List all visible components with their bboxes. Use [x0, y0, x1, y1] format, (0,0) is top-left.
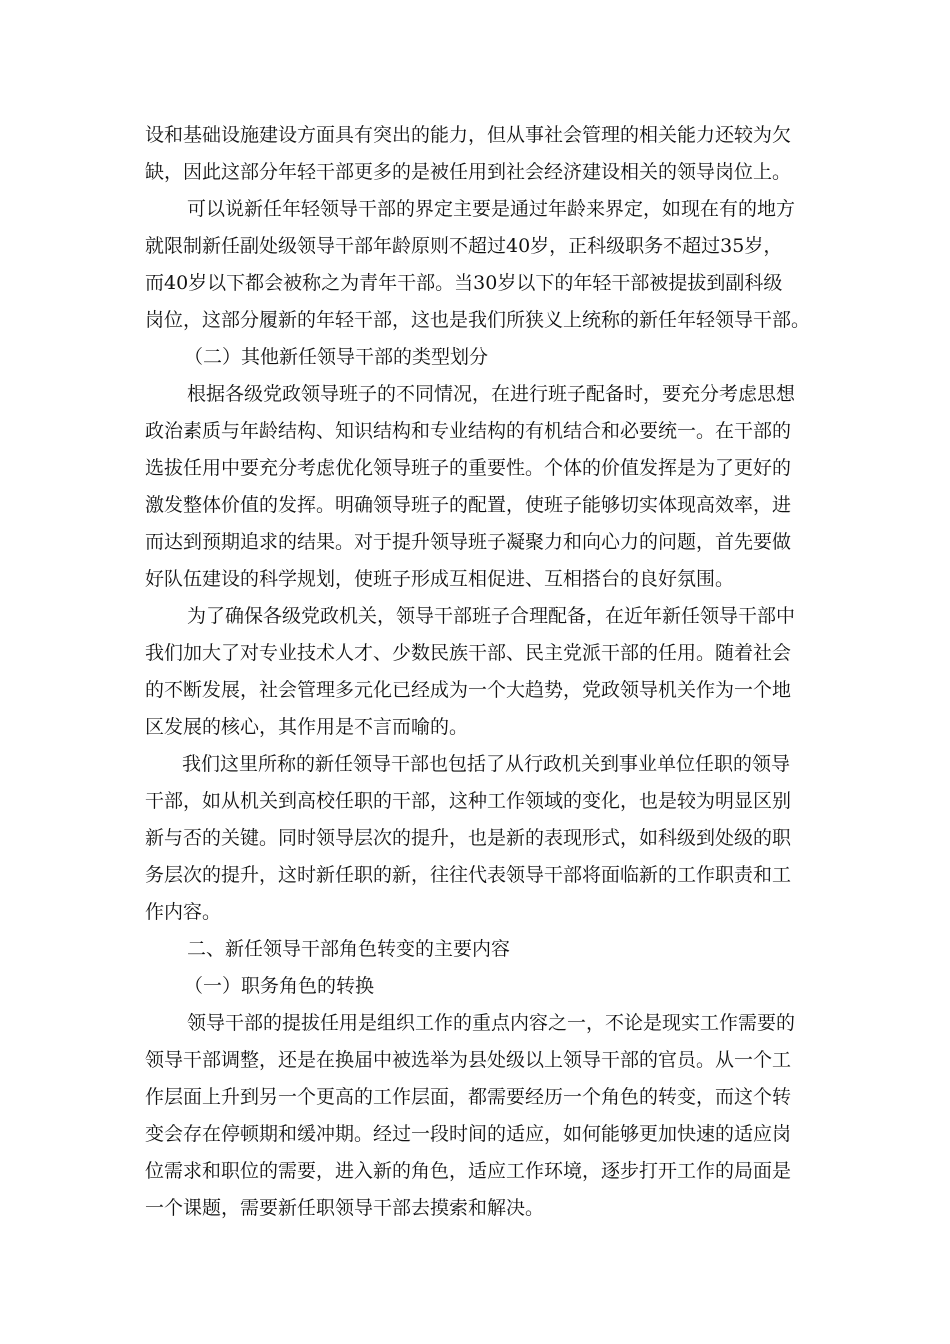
text-line: 区发展的核心，其作用是不言而喻的。: [145, 716, 469, 738]
text-line: 设和基础设施建设方面具有突出的能力，但从事社会管理的相关能力还较为欠: [145, 124, 792, 146]
section-heading: （二）其他新任领导干部的类型划分: [184, 346, 489, 368]
text-line: 激发整体价值的发挥。明确领导班子的配置，使班子能够切实体现高效率，进: [145, 494, 792, 516]
text-line: 干部，如从机关到高校任职的干部，这种工作领域的变化，也是较为明显区别: [145, 790, 792, 812]
text-line: 变会存在停顿期和缓冲期。经过一段时间的适应，如何能够更加快速的适应岗: [145, 1123, 792, 1145]
section-heading: （一）职务角色的转换: [184, 975, 375, 997]
text-line: 作层面上升到另一个更高的工作层面，都需要经历一个角色的转变，而这个转: [145, 1086, 792, 1108]
text-line: 可以说新任年轻领导干部的界定主要是通过年龄来界定，如现在有的地方: [187, 198, 796, 220]
text-line: 务层次的提升，这时新任职的新，往往代表领导干部将面临新的工作职责和工: [145, 864, 792, 886]
text-line: 作内容。: [145, 901, 222, 923]
text-line: 选拔任用中要充分考虑优化领导班子的重要性。个体的价值发挥是为了更好的: [145, 457, 792, 479]
text-line: 为了确保各级党政机关，领导干部班子合理配备，在近年新任领导干部中: [187, 605, 796, 627]
text-line: 领导干部的提拔任用是组织工作的重点内容之一，不论是现实工作需要的: [187, 1012, 796, 1034]
text-line: 我们加大了对专业技术人才、少数民族干部、民主党派干部的任用。随着社会: [145, 642, 792, 664]
text-line: 而达到预期追求的结果。对于提升领导班子凝聚力和向心力的问题，首先要做: [145, 531, 792, 553]
section-heading: 二、新任领导干部角色转变的主要内容: [187, 938, 511, 960]
text-line: 缺，因此这部分年轻干部更多的是被任用到社会经济建设相关的领导岗位上。: [145, 161, 792, 183]
text-line: 政治素质与年龄结构、知识结构和专业结构的有机结合和必要统一。在干部的: [145, 420, 792, 442]
text-line: 根据各级党政领导班子的不同情况，在进行班子配备时，要充分考虑思想: [187, 383, 796, 405]
text-line: 一个课题，需要新任职领导干部去摸索和解决。: [145, 1197, 545, 1219]
text-line: 而40岁以下都会被称之为青年干部。当30岁以下的年轻干部被提拔到副科级: [145, 272, 783, 294]
text-line: 的不断发展，社会管理多元化已经成为一个大趋势，党政领导机关作为一个地: [145, 679, 792, 701]
text-line: 就限制新任副处级领导干部年龄原则不超过40岁，正科级职务不超过35岁，: [145, 235, 783, 257]
text-line: 位需求和职位的需要，进入新的角色，适应工作环境，逐步打开工作的局面是: [145, 1160, 792, 1182]
text-line: 我们这里所称的新任领导干部也包括了从行政机关到事业单位任职的领导: [182, 753, 791, 775]
text-line: 新与否的关键。同时领导层次的提升，也是新的表现形式，如科级到处级的职: [145, 827, 792, 849]
text-line: 岗位，这部分履新的年轻干部，这也是我们所狭义上统称的新任年轻领导干部。: [145, 309, 811, 331]
text-line: 好队伍建设的科学规划，使班子形成互相促进、互相搭台的良好氛围。: [145, 568, 735, 590]
text-line: 领导干部调整，还是在换届中被选举为县处级以上领导干部的官员。从一个工: [145, 1049, 792, 1071]
